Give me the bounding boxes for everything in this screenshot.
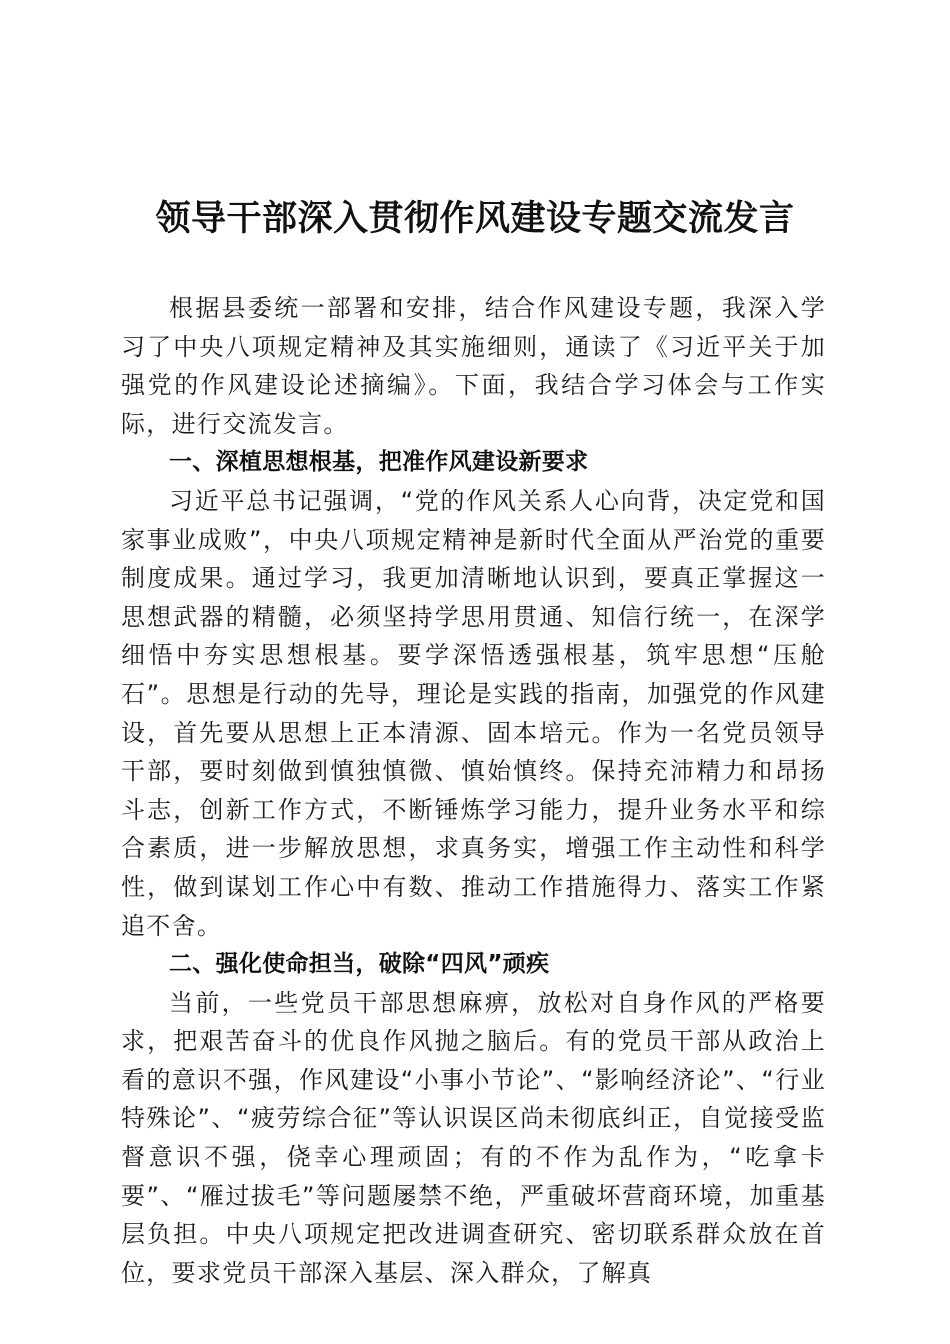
paragraph-intro: 根据县委统一部署和安排，结合作风建设专题，我深入学习了中央八项规定精神及其实施细则，通读了《习近平关于加强党的作风建设论述摘编》。下面，我结合学习体会与工作实际，进行交流发言。	[121, 294, 826, 438]
document-body	[121, 289, 826, 1292]
paragraph-section-2: 当前，一些党员干部思想麻痹，放松对自身作风的严格要求，把艰苦奋斗的优良作风抛之脑后。有的党员干部从政治上看的意识不强，作风建设“小事小节论”、“影响经济论”、“行业特殊论”、“疲劳综合征”等认识误区尚未彻底纠正，自觉接受监督意识不强，侥幸心理顽固；有的不作为乱作为，“吃拿卡要”、“雁过拔毛”等问题屡禁不绝，严重破坏营商环境，加重基层负担。中央八项规定把改进调查研究、密切联系群众放在首位，要求党员干部深入基层、深入群众，了解真	[121, 988, 826, 1287]
paragraph-section-1: 习近平总书记强调，“党的作风关系人心向背，决定党和国家事业成败”，中央八项规定精神是新时代全面从严治党的重要制度成果。通过学习，我更加清晰地认识到，要真正掌握这一思想武器的精髓，必须坚持学思用贯通、知信行统一，在深学细悟中夯实思想根基。要学深悟透强根基，筑牢思想“压舱石”。思想是行动的先导，理论是实践的指南，加强党的作风建设，首先要从思想上正本清源、固本培元。作为一名党员领导干部，要时刻做到慎独慎微、慎始慎终。保持充沛精力和昂扬斗志，创新工作方式，不断锤炼学习能力，提升业务水平和综合素质，进一步解放思想，求真务实，增强工作主动性和科学性，做到谋划工作心中有数、推动工作措施得力、落实工作紧追不舍。	[121, 486, 826, 940]
section-heading-1: 一、深植思想根基，把准作风建设新要求	[169, 449, 589, 476]
document-title: 领导干部深入贯彻作风建设专题交流发言	[155, 198, 795, 239]
section-heading-2: 二、强化使命担当，破除“四风”顽疾	[169, 951, 550, 978]
